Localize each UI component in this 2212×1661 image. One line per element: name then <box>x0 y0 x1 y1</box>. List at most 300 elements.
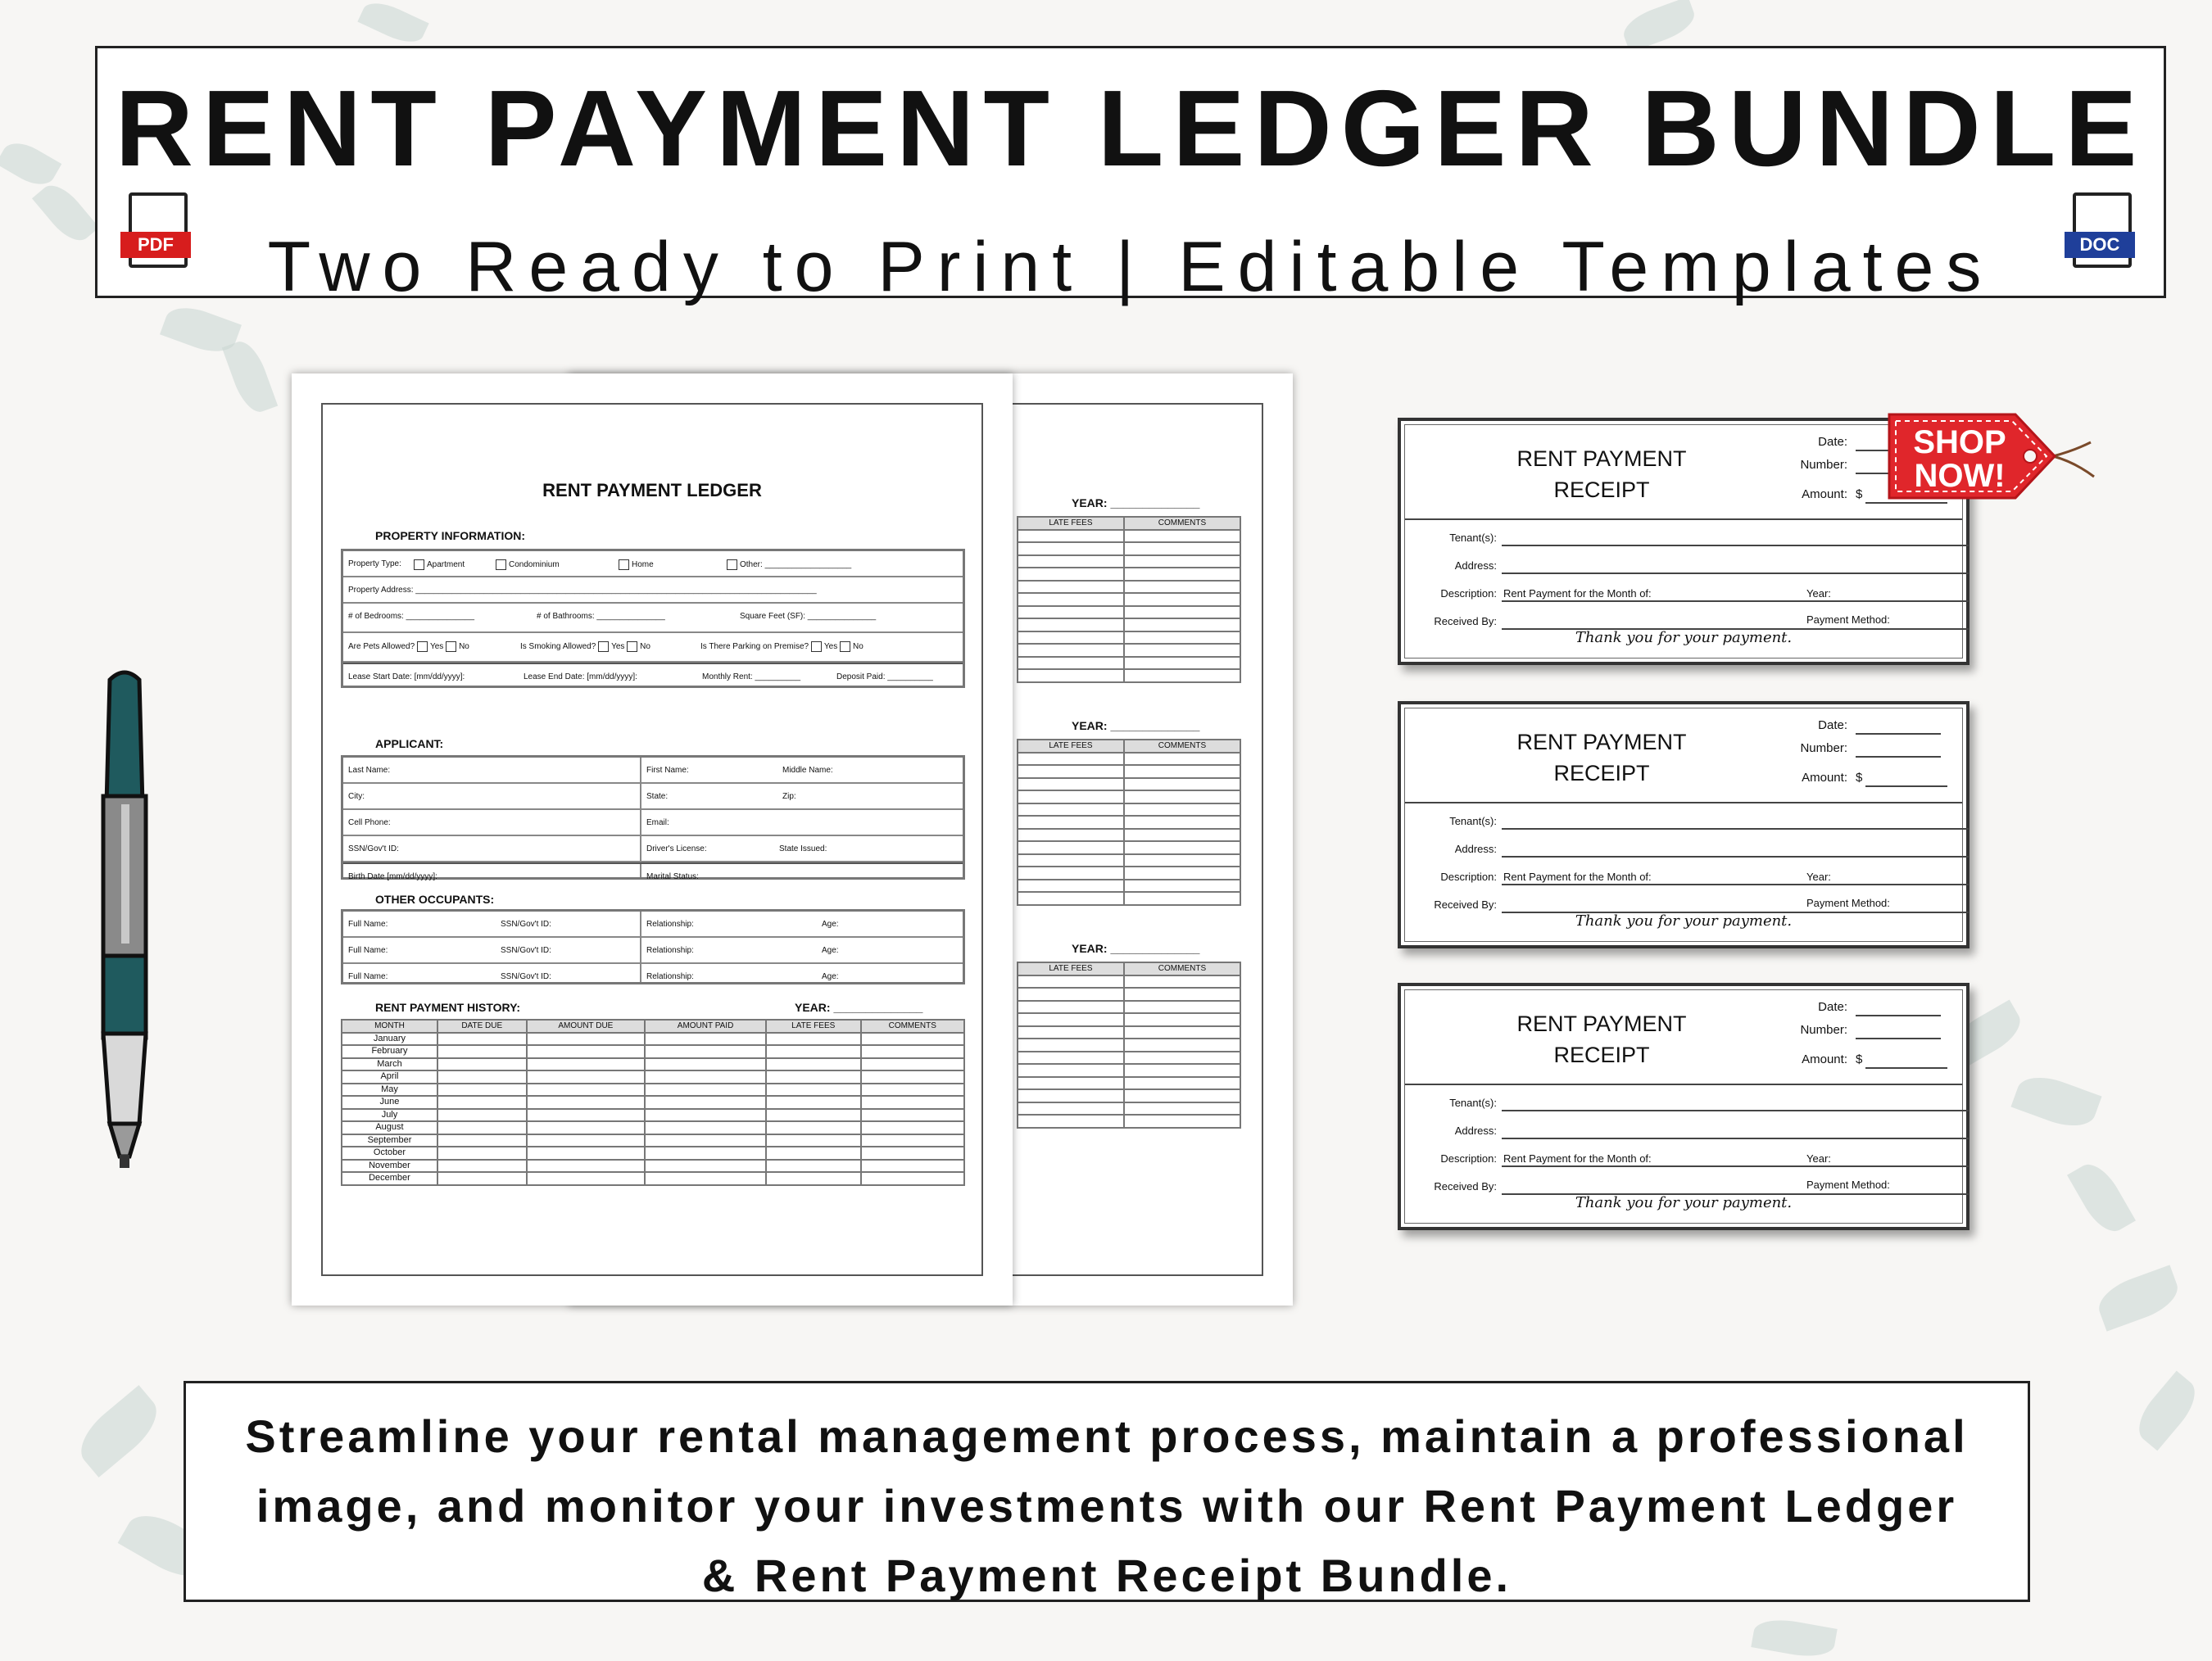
tenants-field[interactable] <box>1502 1110 1969 1111</box>
table-cell[interactable] <box>645 1084 766 1097</box>
tenants-field[interactable] <box>1502 828 1969 830</box>
ssn-field[interactable]: SSN/Gov't ID: <box>501 920 551 929</box>
table-cell[interactable] <box>1124 829 1240 842</box>
table-cell[interactable] <box>527 1109 646 1122</box>
table-cell[interactable] <box>861 1121 964 1134</box>
table-cell[interactable] <box>1124 854 1240 867</box>
table-cell[interactable] <box>1018 669 1124 682</box>
receipt-title-line2: RECEIPT <box>1553 1043 1650 1067</box>
receipt-inner <box>1404 708 1963 942</box>
table-cell[interactable] <box>437 1172 527 1185</box>
year-label: YEAR: ______________ <box>1072 942 1200 955</box>
checkbox-smoking-yes[interactable] <box>598 641 609 652</box>
table-row <box>1018 593 1240 606</box>
table-cell[interactable] <box>1124 988 1240 1001</box>
email-field[interactable]: Email: <box>646 818 669 827</box>
date-label: Date: <box>1818 718 1847 732</box>
state-issued-field[interactable]: State Issued: <box>779 844 827 853</box>
table-cell[interactable] <box>1124 1001 1240 1014</box>
age-field[interactable]: Age: <box>822 920 839 929</box>
description-field[interactable] <box>1502 1165 1969 1167</box>
table-cell[interactable] <box>1018 593 1124 606</box>
condominium-label: Condominium <box>509 560 560 570</box>
description-text: Streamline your rental management process, maintain a professional image, and monitor your investments with our Rent Payment Ledger & Rent Payment Receipt Bundle. <box>245 1410 1969 1601</box>
table-cell[interactable] <box>861 1160 964 1173</box>
no-label: No <box>640 642 650 652</box>
table-cell[interactable] <box>527 1045 646 1058</box>
tenants-label: Tenant(s): <box>1449 532 1497 544</box>
column-header: DATE DUE <box>437 1020 527 1033</box>
number-field[interactable] <box>1856 756 1941 758</box>
table-cell[interactable] <box>1018 975 1124 989</box>
receipt-title-line1: RENT PAYMENT <box>1516 730 1687 754</box>
table-cell[interactable] <box>1124 1102 1240 1116</box>
table-cell[interactable] <box>1018 816 1124 829</box>
history-heading: RENT PAYMENT HISTORY: <box>375 1001 521 1014</box>
table-cell[interactable] <box>1124 816 1240 829</box>
table-cell[interactable] <box>861 1109 964 1122</box>
table-cell[interactable] <box>1018 854 1124 867</box>
table-cell[interactable] <box>645 1147 766 1160</box>
table-cell[interactable] <box>1018 1026 1124 1039</box>
table-cell[interactable] <box>437 1147 527 1160</box>
table-cell[interactable] <box>1018 867 1124 880</box>
table-cell[interactable] <box>1124 1039 1240 1052</box>
tenants-label: Tenant(s): <box>1449 815 1497 827</box>
birth-date-field[interactable]: Birth Date [mm/dd/yyyy]: <box>348 872 437 881</box>
table-cell[interactable] <box>527 1172 646 1185</box>
number-label: Number: <box>1800 458 1847 472</box>
table-cell[interactable] <box>861 1172 964 1185</box>
description-field[interactable] <box>1502 884 1969 885</box>
table-cell[interactable] <box>645 1096 766 1109</box>
square-feet-field[interactable]: Square Feet (SF): _______________ <box>740 612 877 621</box>
deposit-paid-field[interactable]: Deposit Paid: __________ <box>836 672 933 681</box>
table-cell[interactable] <box>1124 530 1240 543</box>
table-cell[interactable] <box>1124 631 1240 645</box>
no-label: No <box>853 642 863 652</box>
table-cell[interactable] <box>1018 765 1124 778</box>
table-cell[interactable] <box>437 1096 527 1109</box>
table-cell[interactable] <box>1018 1001 1124 1014</box>
table-cell[interactable] <box>645 1058 766 1071</box>
date-label: Date: <box>1818 435 1847 449</box>
table-cell[interactable] <box>861 1147 964 1160</box>
table-cell[interactable] <box>1124 1077 1240 1090</box>
address-field[interactable] <box>1502 573 1969 574</box>
amount-field[interactable] <box>1865 1067 1947 1069</box>
page-border <box>321 403 983 1276</box>
table-row <box>342 1033 964 1046</box>
table-row <box>342 1109 964 1122</box>
table-cell[interactable] <box>1124 1013 1240 1026</box>
table-cell[interactable] <box>1124 657 1240 670</box>
amount-field[interactable] <box>1865 785 1947 787</box>
table-cell[interactable] <box>861 1084 964 1097</box>
table-cell[interactable] <box>861 1096 964 1109</box>
month-cell: May <box>342 1084 437 1097</box>
table-cell[interactable] <box>1018 988 1124 1001</box>
table-row <box>1018 1013 1240 1026</box>
table-row <box>1018 841 1240 854</box>
table-cell[interactable] <box>437 1058 527 1071</box>
cell-phone-field[interactable]: Cell Phone: <box>348 818 391 827</box>
receipt-inner <box>1404 424 1963 659</box>
column-header: LATE FEES <box>1018 517 1124 530</box>
table-cell[interactable] <box>1018 892 1124 905</box>
table-cell[interactable] <box>1018 829 1124 842</box>
table-row <box>1018 880 1240 893</box>
table-cell[interactable] <box>1018 753 1124 766</box>
table-cell[interactable] <box>1018 803 1124 817</box>
table-cell[interactable] <box>1124 975 1240 989</box>
table-cell[interactable] <box>645 1121 766 1134</box>
table-row <box>342 1160 964 1173</box>
month-cell: February <box>342 1045 437 1058</box>
month-cell: March <box>342 1058 437 1071</box>
receipt-separator <box>1405 1084 1962 1085</box>
table-cell[interactable] <box>1018 1052 1124 1065</box>
table-row <box>1018 1026 1240 1039</box>
table-cell[interactable] <box>1018 1102 1124 1116</box>
table-cell[interactable] <box>527 1084 646 1097</box>
table-cell[interactable] <box>766 1045 861 1058</box>
table-row <box>342 1045 964 1058</box>
receipt-card <box>1398 983 1969 1230</box>
last-name-field[interactable]: Last Name: <box>348 766 391 775</box>
lease-start-field[interactable]: Lease Start Date: [mm/dd/yyyy]: <box>348 672 465 681</box>
number-field[interactable] <box>1856 1038 1941 1039</box>
table-cell[interactable] <box>861 1058 964 1071</box>
checkbox-condominium[interactable] <box>496 559 506 570</box>
table-cell[interactable] <box>1018 841 1124 854</box>
checkbox-home[interactable] <box>619 559 629 570</box>
table-cell[interactable] <box>1124 593 1240 606</box>
column-header: COMMENTS <box>1124 740 1240 753</box>
full-name-field[interactable]: Full Name: <box>348 972 388 981</box>
table-row <box>1018 542 1240 555</box>
applicant-form <box>341 755 965 880</box>
table-cell[interactable] <box>1124 803 1240 817</box>
no-label: No <box>459 642 469 652</box>
checkbox-parking-yes[interactable] <box>811 641 822 652</box>
table-row <box>1018 790 1240 803</box>
currency-sign: $ <box>1856 1052 1863 1066</box>
bedrooms-field[interactable]: # of Bedrooms: _______________ <box>348 612 475 621</box>
table-cell[interactable] <box>861 1070 964 1084</box>
table-cell[interactable] <box>1018 1013 1124 1026</box>
receipt-title-line2: RECEIPT <box>1553 761 1650 785</box>
checkbox-pets-yes[interactable] <box>417 641 428 652</box>
address-field[interactable] <box>1502 1138 1969 1139</box>
table-cell[interactable] <box>1124 644 1240 657</box>
table-cell[interactable] <box>1124 581 1240 594</box>
table-cell[interactable] <box>1018 606 1124 619</box>
table-cell[interactable] <box>1124 555 1240 568</box>
table-cell[interactable] <box>1018 568 1124 581</box>
ssn-field[interactable]: SSN/Gov't ID: <box>501 946 551 955</box>
property-type-label: Property Type: <box>348 559 401 568</box>
thank-you-text: Thank you for your payment. <box>1575 912 1793 930</box>
table-row <box>1018 555 1240 568</box>
table-cell[interactable] <box>861 1134 964 1147</box>
contact-row <box>343 810 963 836</box>
table-cell[interactable] <box>766 1109 861 1122</box>
table-cell[interactable] <box>1124 790 1240 803</box>
table-cell[interactable] <box>437 1070 527 1084</box>
occupant-row <box>343 964 963 989</box>
column-header: MONTH <box>342 1020 437 1033</box>
table-cell[interactable] <box>1018 1064 1124 1077</box>
zip-field[interactable]: Zip: <box>782 792 796 801</box>
description-label: Description: <box>1440 1152 1497 1165</box>
table-row <box>342 1084 964 1097</box>
receipt-title <box>1471 443 1733 505</box>
table-cell[interactable] <box>527 1058 646 1071</box>
table-cell[interactable] <box>1124 606 1240 619</box>
first-name-field[interactable]: First Name: <box>646 766 689 775</box>
age-field[interactable]: Age: <box>822 946 839 955</box>
table-row <box>1018 765 1240 778</box>
table-cell[interactable] <box>1018 1089 1124 1102</box>
table-cell[interactable] <box>1124 568 1240 581</box>
table-cell[interactable] <box>1124 778 1240 791</box>
receipt-separator <box>1405 802 1962 803</box>
checkbox-other[interactable] <box>727 559 737 570</box>
monthly-rent-field[interactable]: Monthly Rent: __________ <box>702 672 801 681</box>
checkbox-apartment[interactable] <box>414 559 424 570</box>
tenants-label: Tenant(s): <box>1449 1097 1497 1109</box>
table-cell[interactable] <box>1018 1077 1124 1090</box>
other-label: Other: ___________________ <box>740 560 852 570</box>
table-cell[interactable] <box>1018 880 1124 893</box>
table-cell[interactable] <box>766 1070 861 1084</box>
table-cell[interactable] <box>1018 542 1124 555</box>
received-by-label: Received By: <box>1434 1180 1497 1193</box>
table-cell[interactable] <box>1124 1026 1240 1039</box>
table-cell[interactable] <box>1018 631 1124 645</box>
table-cell[interactable] <box>1124 841 1240 854</box>
table-cell[interactable] <box>766 1033 861 1046</box>
table-cell[interactable] <box>437 1045 527 1058</box>
table-cell[interactable] <box>1018 657 1124 670</box>
table-row <box>1018 530 1240 543</box>
table-cell[interactable] <box>1018 778 1124 791</box>
receipt-title-line1: RENT PAYMENT <box>1516 446 1687 471</box>
table-cell[interactable] <box>766 1160 861 1173</box>
date-field[interactable] <box>1856 1015 1941 1016</box>
table-cell[interactable] <box>1124 765 1240 778</box>
table-row <box>1018 854 1240 867</box>
ssn-field[interactable]: SSN/Gov't ID: <box>348 844 399 853</box>
yes-label: Yes <box>823 642 838 652</box>
address-label: Address: <box>1454 843 1497 855</box>
table-cell[interactable] <box>1124 542 1240 555</box>
table-row <box>342 1096 964 1109</box>
table-cell[interactable] <box>1018 1115 1124 1128</box>
table-row <box>1018 568 1240 581</box>
table-cell[interactable] <box>1124 669 1240 682</box>
table-row <box>1018 816 1240 829</box>
table-cell[interactable] <box>1018 618 1124 631</box>
table-cell[interactable] <box>1124 1089 1240 1102</box>
relationship-field[interactable]: Relationship: <box>646 920 694 929</box>
table-cell[interactable] <box>527 1147 646 1160</box>
table-row <box>1018 618 1240 631</box>
description-field[interactable] <box>1502 600 1969 602</box>
receipt-title-line1: RENT PAYMENT <box>1516 1012 1687 1036</box>
table-cell[interactable] <box>1124 753 1240 766</box>
month-cell: November <box>342 1160 437 1173</box>
column-header: LATE FEES <box>766 1020 861 1033</box>
table-cell[interactable] <box>527 1160 646 1173</box>
checkbox-pets-no[interactable] <box>446 641 456 652</box>
table-cell[interactable] <box>527 1033 646 1046</box>
table-cell[interactable] <box>437 1033 527 1046</box>
smoking-label: Is Smoking Allowed? <box>520 642 596 652</box>
table-cell[interactable] <box>1124 1064 1240 1077</box>
table-cell[interactable] <box>437 1121 527 1134</box>
table-row <box>342 1058 964 1071</box>
state-field[interactable]: State: <box>646 792 669 801</box>
month-cell: July <box>342 1109 437 1122</box>
table-cell[interactable] <box>645 1172 766 1185</box>
table-row <box>342 1147 964 1160</box>
description-value: Rent Payment for the Month of: <box>1503 587 1652 600</box>
table-row <box>342 1134 964 1147</box>
policies-row <box>343 633 963 663</box>
pets-label: Are Pets Allowed? <box>348 642 415 652</box>
table-cell[interactable] <box>645 1033 766 1046</box>
table-cell[interactable] <box>645 1134 766 1147</box>
property-heading: PROPERTY INFORMATION: <box>375 529 526 542</box>
occupants-form <box>341 909 965 984</box>
thank-you-text: Thank you for your payment. <box>1575 629 1793 646</box>
month-cell: June <box>342 1096 437 1109</box>
city-field[interactable]: City: <box>348 792 365 801</box>
ledger-page-front <box>292 373 1013 1306</box>
receipt-separator <box>1405 518 1962 520</box>
address-label: Address: <box>1454 1125 1497 1137</box>
property-type-row <box>343 551 963 577</box>
table-row <box>1018 1039 1240 1052</box>
lease-end-field[interactable]: Lease End Date: [mm/dd/yyyy]: <box>524 672 637 681</box>
table-cell[interactable] <box>1124 892 1240 905</box>
table-cell[interactable] <box>437 1134 527 1147</box>
table-cell[interactable] <box>1018 555 1124 568</box>
property-address-field[interactable]: Property Address: ________________________________________________________________________________________ <box>348 586 817 595</box>
table-cell[interactable] <box>437 1084 527 1097</box>
amount-label: Amount: <box>1802 487 1847 501</box>
receipt-title-line2: RECEIPT <box>1553 477 1650 502</box>
relationship-field[interactable]: Relationship: <box>646 972 694 981</box>
table-cell[interactable] <box>1018 790 1124 803</box>
shop-now-tag[interactable] <box>1884 408 2097 505</box>
month-cell: August <box>342 1121 437 1134</box>
shop-tag-line1: SHOP <box>1913 424 2006 460</box>
column-header: COMMENTS <box>861 1020 964 1033</box>
occupant-row <box>343 912 963 938</box>
table-cell[interactable] <box>645 1109 766 1122</box>
table-cell[interactable] <box>1018 1039 1124 1052</box>
table-cell[interactable] <box>766 1134 861 1147</box>
column-header: LATE FEES <box>1018 962 1124 975</box>
ssn-field[interactable]: SSN/Gov't ID: <box>501 972 551 981</box>
table-cell[interactable] <box>645 1070 766 1084</box>
table-cell[interactable] <box>527 1121 646 1134</box>
marital-status-field[interactable]: Marital Status: <box>646 872 699 881</box>
table-cell[interactable] <box>766 1121 861 1134</box>
table-cell[interactable] <box>437 1109 527 1122</box>
table-cell[interactable] <box>766 1084 861 1097</box>
table-row <box>1018 867 1240 880</box>
table-cell[interactable] <box>1124 618 1240 631</box>
payment-method-label: Payment Method: <box>1806 1179 1890 1191</box>
parking-label: Is There Parking on Premise? <box>700 642 809 652</box>
table-cell[interactable] <box>1018 644 1124 657</box>
checkbox-smoking-no[interactable] <box>627 641 637 652</box>
table-cell[interactable] <box>1124 867 1240 880</box>
pen-icon <box>92 665 157 1173</box>
table-cell[interactable] <box>766 1096 861 1109</box>
table-cell[interactable] <box>1124 880 1240 893</box>
checkbox-parking-no[interactable] <box>840 641 850 652</box>
month-cell: October <box>342 1147 437 1160</box>
age-field[interactable]: Age: <box>822 972 839 981</box>
tenants-field[interactable] <box>1502 545 1969 546</box>
yes-label: Yes <box>429 642 444 652</box>
table-cell[interactable] <box>1124 1115 1240 1128</box>
relationship-field[interactable]: Relationship: <box>646 946 694 955</box>
table-cell[interactable] <box>1018 581 1124 594</box>
description-value: Rent Payment for the Month of: <box>1503 1152 1652 1165</box>
table-cell[interactable] <box>861 1045 964 1058</box>
table-cell[interactable] <box>1124 1052 1240 1065</box>
table-row <box>1018 753 1240 766</box>
full-name-field[interactable]: Full Name: <box>348 946 388 955</box>
table-cell[interactable] <box>437 1160 527 1173</box>
table-cell[interactable] <box>527 1096 646 1109</box>
full-name-field[interactable]: Full Name: <box>348 920 388 929</box>
bathrooms-field[interactable]: # of Bathrooms: _______________ <box>537 612 665 621</box>
thank-you-text: Thank you for your payment. <box>1575 1194 1793 1211</box>
table-cell[interactable] <box>645 1045 766 1058</box>
table-cell[interactable] <box>766 1058 861 1071</box>
page-title: RENT PAYMENT LEDGER BUNDLE <box>115 68 2146 188</box>
table-row <box>1018 1102 1240 1116</box>
table-cell[interactable] <box>645 1160 766 1173</box>
shop-tag-line2: NOW! <box>1914 458 2006 494</box>
middle-name-field[interactable]: Middle Name: <box>782 766 833 775</box>
table-cell[interactable] <box>861 1033 964 1046</box>
pdf-file-icon <box>129 192 188 268</box>
receipt-inner <box>1404 989 1963 1224</box>
address-field[interactable] <box>1502 856 1969 858</box>
table-cell[interactable] <box>766 1172 861 1185</box>
header-banner <box>95 46 2166 306</box>
table-row <box>1018 1077 1240 1090</box>
table-cell[interactable] <box>766 1147 861 1160</box>
table-cell[interactable] <box>1018 530 1124 543</box>
table-cell[interactable] <box>527 1134 646 1147</box>
name-row <box>343 758 963 784</box>
table-cell[interactable] <box>527 1070 646 1084</box>
number-label: Number: <box>1800 741 1847 755</box>
drivers-license-field[interactable]: Driver's License: <box>646 844 707 853</box>
ledger-title: RENT PAYMENT LEDGER <box>542 480 762 500</box>
date-field[interactable] <box>1856 733 1941 735</box>
id-row <box>343 836 963 862</box>
